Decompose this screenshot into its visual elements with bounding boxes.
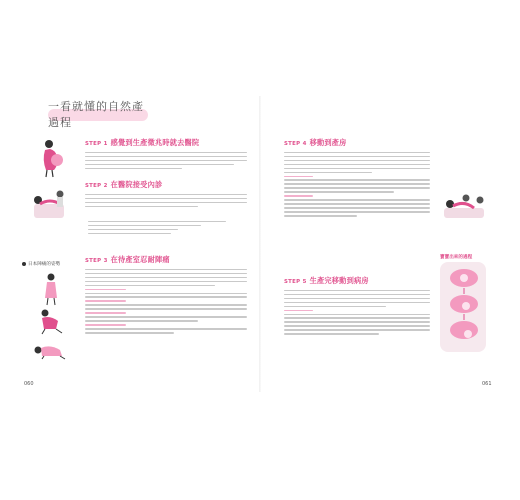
- step-5-heading: [284, 276, 369, 286]
- step-5-number: STEP 5: [284, 279, 307, 285]
- labor-posture-standing: [38, 272, 64, 306]
- step-2-body: [85, 191, 247, 210]
- step-1-title: 感覺到生產徵兆時就去醫院: [110, 138, 200, 147]
- step-3-title: 在待產室忍耐陣痛: [110, 255, 170, 264]
- step-3-body: [85, 266, 247, 336]
- step-2-number: STEP 2: [85, 183, 108, 189]
- step-3-heading: [85, 255, 170, 265]
- left-page-number: 060: [24, 381, 34, 387]
- exam-illustration: [30, 182, 70, 228]
- right-page-number: 061: [482, 381, 492, 387]
- pregnant-woman-illustration: [37, 138, 67, 178]
- step-2-title: 在醫院接受內診: [110, 180, 163, 189]
- birth-process-diagram: [442, 266, 486, 346]
- banner-title: 一看就懂的自然產過程: [48, 100, 144, 129]
- step-1-body: [85, 149, 247, 172]
- book-spread: [32, 92, 490, 392]
- step-4-heading: [284, 138, 347, 148]
- step-1-heading: [85, 138, 199, 148]
- step-4-body: [284, 149, 430, 219]
- step-4-title: 移動到產房: [309, 138, 347, 147]
- step-3-number: STEP 3: [85, 258, 108, 264]
- step-5-title: 生產完移動到病房: [309, 276, 369, 285]
- delivery-illustration: [440, 188, 490, 226]
- posture-caption: [22, 261, 60, 267]
- posture-caption-text: 日本陣痛的姿勢: [28, 262, 61, 267]
- page-gutter: [259, 96, 261, 392]
- labor-posture-kneeling: [32, 338, 68, 360]
- inset-caption: 寶寶出來的過程: [440, 255, 473, 260]
- chapter-banner: [48, 101, 148, 127]
- labor-posture-squatting: [36, 307, 66, 335]
- bullet-dot: [22, 262, 26, 266]
- step-4-number: STEP 4: [284, 141, 307, 147]
- step-2-heading: [85, 180, 162, 190]
- step-1-number: STEP 1: [85, 141, 108, 147]
- step-2-bullets: [88, 218, 238, 237]
- step-5-body: [284, 287, 430, 337]
